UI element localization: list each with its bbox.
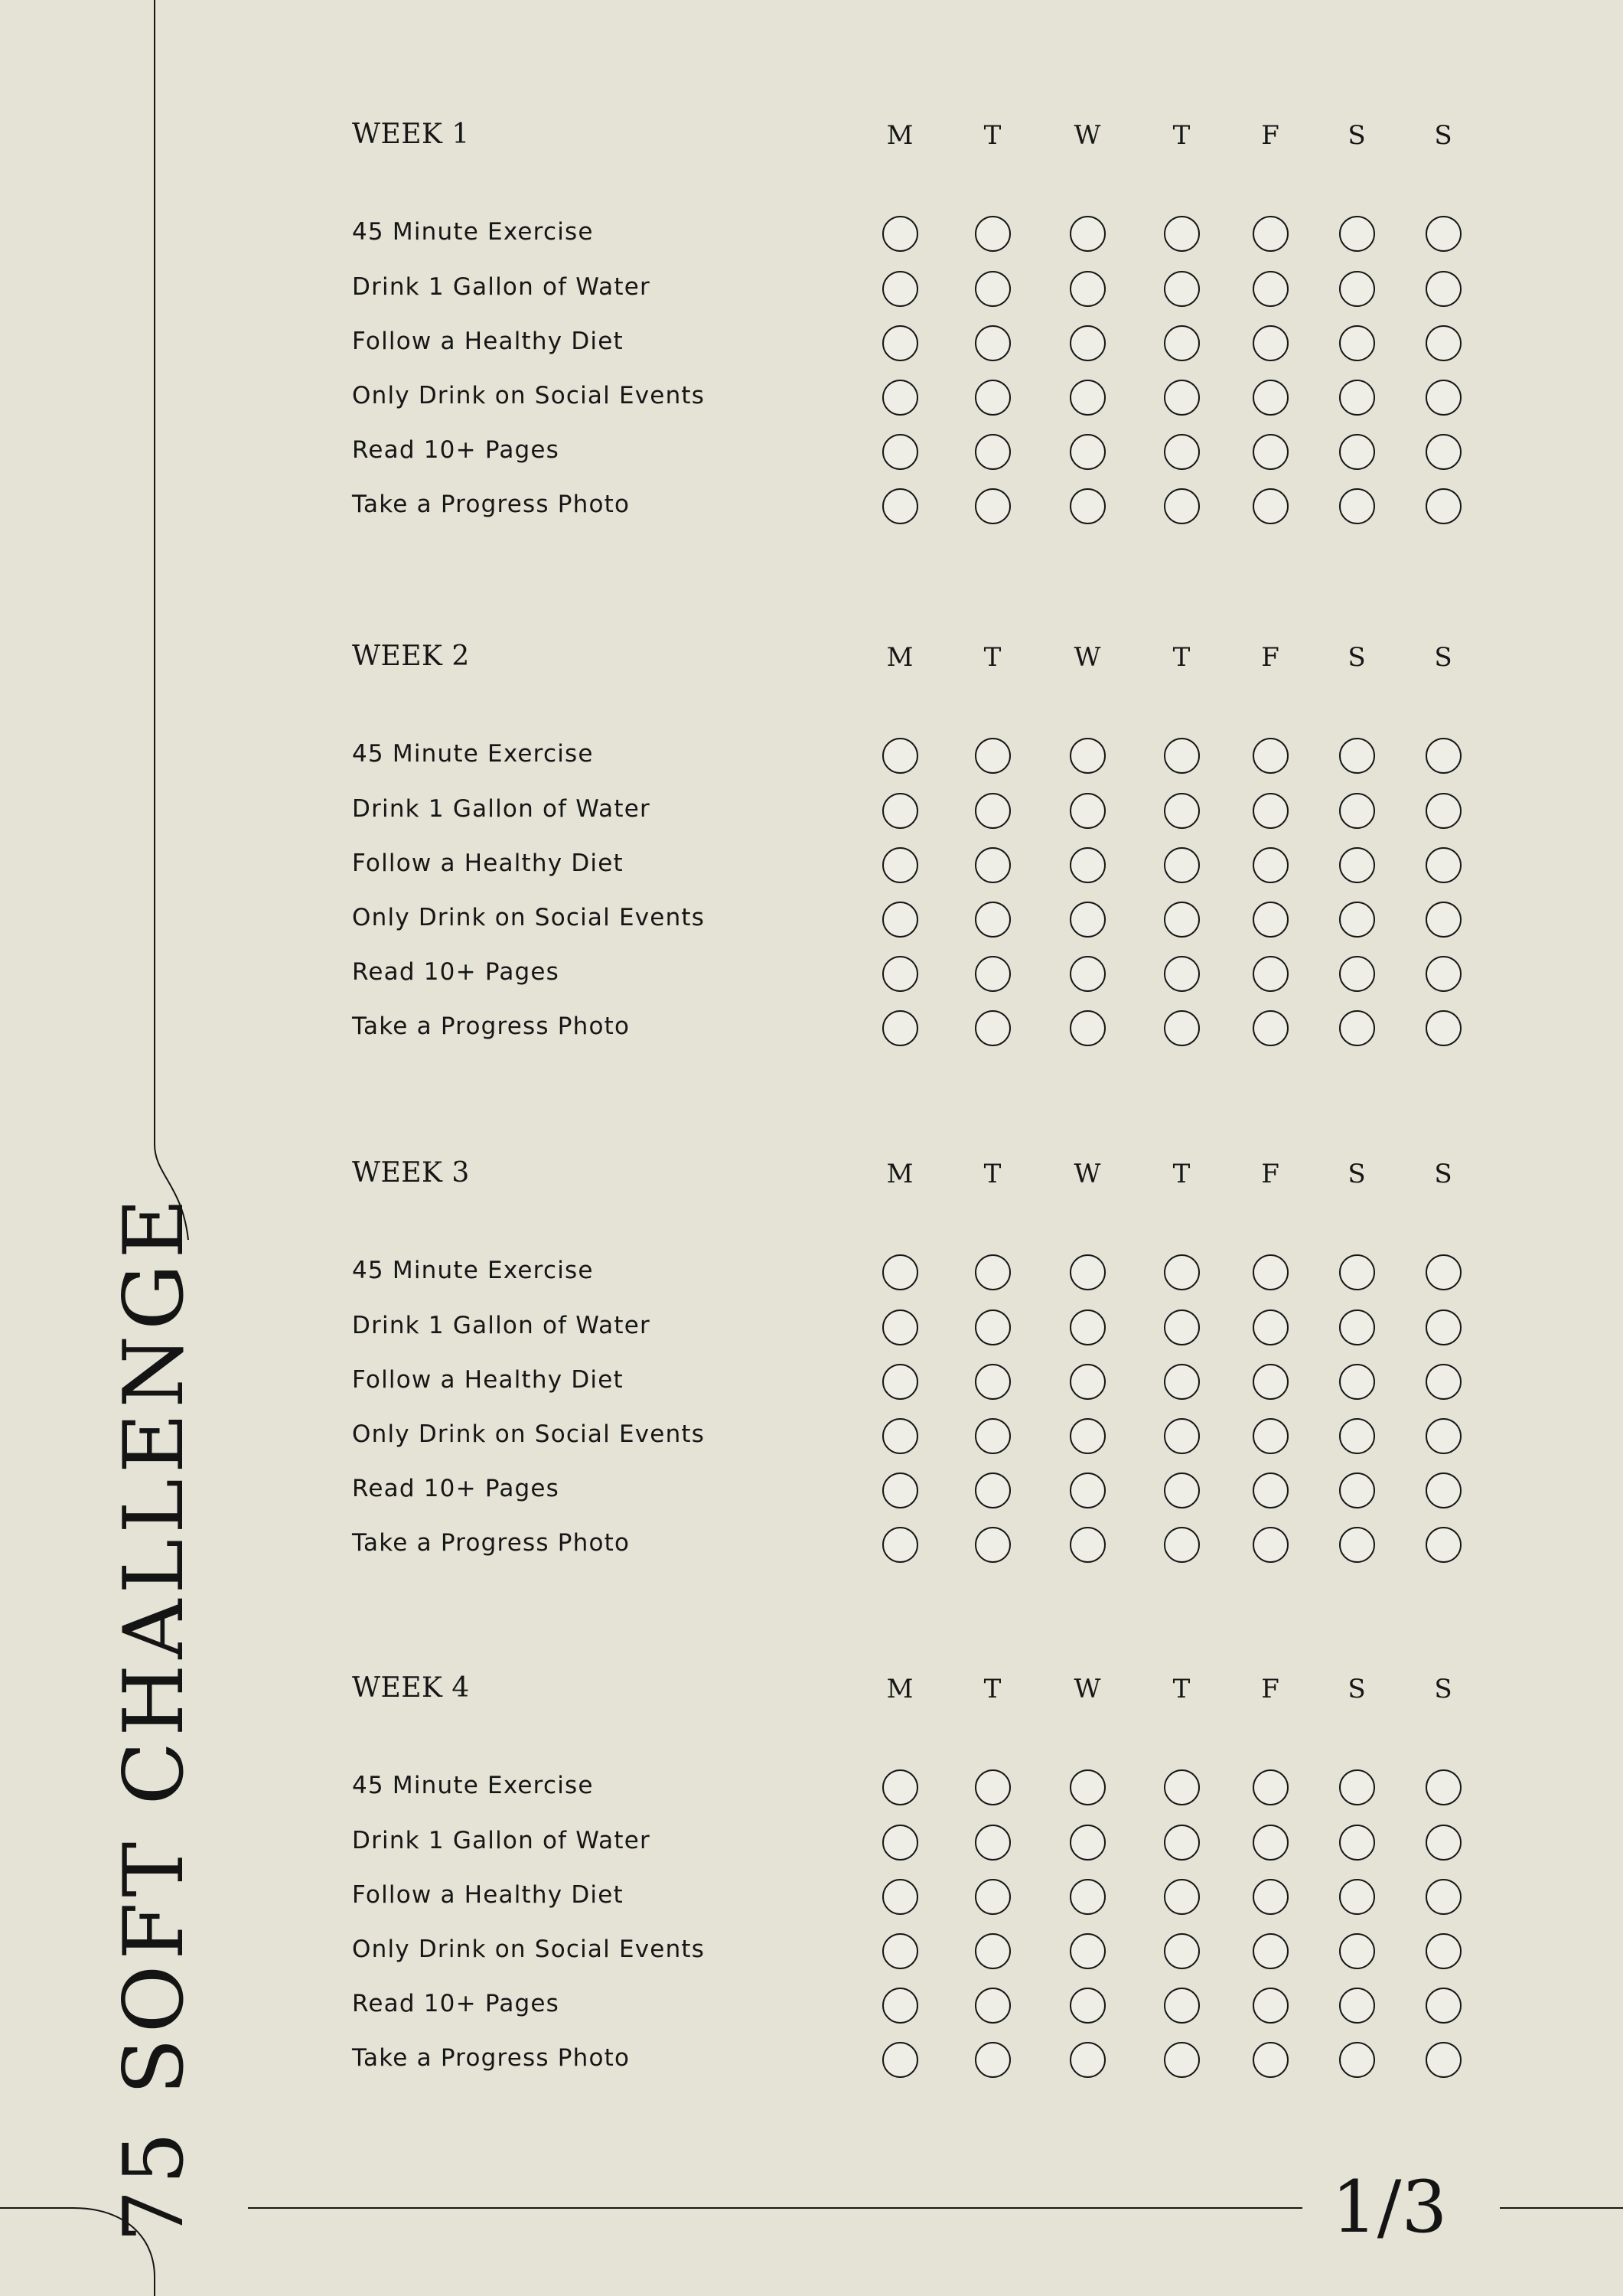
habit-checkbox-circle[interactable] bbox=[1426, 1933, 1462, 1969]
habit-checkbox-circle[interactable] bbox=[1339, 380, 1375, 416]
day-header-3: W bbox=[1074, 1159, 1101, 1189]
habit-checkbox-circle[interactable] bbox=[1164, 1418, 1200, 1454]
habit-checkbox-circle[interactable] bbox=[1339, 1010, 1375, 1046]
habit-checkbox-circle[interactable] bbox=[1339, 1988, 1375, 2024]
habit-checkbox-circle[interactable] bbox=[1426, 1418, 1462, 1454]
habit-checkbox-circle[interactable] bbox=[1426, 488, 1462, 524]
habit-label: 45 Minute Exercise bbox=[352, 1772, 594, 1799]
day-header-2: T bbox=[983, 120, 1002, 151]
habit-checkbox-circle[interactable] bbox=[975, 271, 1011, 307]
day-header-7: S bbox=[1434, 120, 1452, 151]
habit-checkbox-circle[interactable] bbox=[1070, 1254, 1106, 1290]
habit-checkbox-circle[interactable] bbox=[1426, 793, 1462, 829]
habit-checkbox-circle[interactable] bbox=[882, 488, 918, 524]
day-header-6: S bbox=[1348, 1159, 1366, 1189]
habit-checkbox-circle[interactable] bbox=[1426, 216, 1462, 252]
habit-label: Follow a Healthy Diet bbox=[352, 1881, 624, 1909]
habit-checkbox-circle[interactable] bbox=[882, 1364, 918, 1400]
day-header-3: W bbox=[1074, 120, 1101, 151]
habit-checkbox-circle[interactable] bbox=[975, 1309, 1011, 1345]
page-number: 1/3 bbox=[1331, 2166, 1448, 2249]
challenge-title: 75 SOFT CHALLENGE bbox=[106, 1192, 202, 2242]
habit-checkbox-circle[interactable] bbox=[1253, 325, 1289, 361]
habit-checkbox-circle[interactable] bbox=[1164, 1933, 1200, 1969]
habit-checkbox-circle[interactable] bbox=[975, 1933, 1011, 1969]
habit-checkbox-circle[interactable] bbox=[975, 380, 1011, 416]
habit-checkbox-circle[interactable] bbox=[1339, 1364, 1375, 1400]
habit-checkbox-circle[interactable] bbox=[882, 325, 918, 361]
habit-checkbox-circle[interactable] bbox=[1253, 216, 1289, 252]
habit-checkbox-circle[interactable] bbox=[1253, 1254, 1289, 1290]
habit-checkbox-circle[interactable] bbox=[1070, 1988, 1106, 2024]
habit-checkbox-circle[interactable] bbox=[1426, 1825, 1462, 1861]
habit-checkbox-circle[interactable] bbox=[1339, 1418, 1375, 1454]
day-header-1: M bbox=[886, 642, 914, 673]
habit-checkbox-circle[interactable] bbox=[1339, 1473, 1375, 1508]
habit-label: Follow a Healthy Diet bbox=[352, 328, 624, 355]
habit-checkbox-circle[interactable] bbox=[975, 1988, 1011, 2024]
habit-checkbox-circle[interactable] bbox=[1426, 2042, 1462, 2078]
habit-label: 45 Minute Exercise bbox=[352, 1257, 594, 1284]
habit-checkbox-circle[interactable] bbox=[1164, 1364, 1200, 1400]
day-header-6: S bbox=[1348, 1674, 1366, 1704]
habit-label: Follow a Healthy Diet bbox=[352, 1366, 624, 1394]
habit-checkbox-circle[interactable] bbox=[975, 216, 1011, 252]
habit-checkbox-circle[interactable] bbox=[882, 2042, 918, 2078]
habit-checkbox-circle[interactable] bbox=[1070, 1527, 1106, 1563]
habit-checkbox-circle[interactable] bbox=[975, 1527, 1011, 1563]
habit-checkbox-circle[interactable] bbox=[1426, 380, 1462, 416]
habit-checkbox-circle[interactable] bbox=[1164, 2042, 1200, 2078]
habit-checkbox-circle[interactable] bbox=[882, 1010, 918, 1046]
habit-checkbox-circle[interactable] bbox=[882, 1527, 918, 1563]
habit-checkbox-circle[interactable] bbox=[1070, 1309, 1106, 1345]
habit-checkbox-circle[interactable] bbox=[975, 956, 1011, 992]
habit-checkbox-circle[interactable] bbox=[882, 1254, 918, 1290]
habit-checkbox-circle[interactable] bbox=[1253, 434, 1289, 470]
habit-checkbox-circle[interactable] bbox=[1070, 793, 1106, 829]
habit-checkbox-circle[interactable] bbox=[1070, 1933, 1106, 1969]
habit-checkbox-circle[interactable] bbox=[1070, 1825, 1106, 1861]
habit-checkbox-circle[interactable] bbox=[882, 738, 918, 774]
habit-checkbox-circle[interactable] bbox=[1253, 738, 1289, 774]
habit-checkbox-circle[interactable] bbox=[1070, 380, 1106, 416]
habit-label: Only Drink on Social Events bbox=[352, 1420, 706, 1448]
habit-label: Read 10+ Pages bbox=[352, 1990, 560, 2017]
week-4-label: WEEK 4 bbox=[352, 1672, 470, 1704]
habit-checkbox-circle[interactable] bbox=[1253, 1769, 1289, 1805]
habit-checkbox-circle[interactable] bbox=[1339, 956, 1375, 992]
habit-checkbox-circle[interactable] bbox=[975, 488, 1011, 524]
habit-label: Take a Progress Photo bbox=[352, 1013, 631, 1040]
habit-checkbox-circle[interactable] bbox=[1164, 380, 1200, 416]
habit-checkbox-circle[interactable] bbox=[882, 1879, 918, 1915]
habit-checkbox-circle[interactable] bbox=[1164, 1010, 1200, 1046]
habit-checkbox-circle[interactable] bbox=[1164, 1769, 1200, 1805]
habit-checkbox-circle[interactable] bbox=[1253, 956, 1289, 992]
habit-checkbox-circle[interactable] bbox=[1339, 1309, 1375, 1345]
habit-checkbox-circle[interactable] bbox=[1164, 1309, 1200, 1345]
habit-label: Drink 1 Gallon of Water bbox=[352, 1827, 650, 1854]
habit-checkbox-circle[interactable] bbox=[1070, 271, 1106, 307]
habit-checkbox-circle[interactable] bbox=[1164, 488, 1200, 524]
habit-checkbox-circle[interactable] bbox=[1164, 793, 1200, 829]
habit-checkbox-circle[interactable] bbox=[882, 1769, 918, 1805]
habit-checkbox-circle[interactable] bbox=[882, 847, 918, 883]
habit-checkbox-circle[interactable] bbox=[1164, 325, 1200, 361]
habit-checkbox-circle[interactable] bbox=[975, 1879, 1011, 1915]
habit-checkbox-circle[interactable] bbox=[1164, 271, 1200, 307]
habit-checkbox-circle[interactable] bbox=[1164, 1825, 1200, 1861]
habit-label: Read 10+ Pages bbox=[352, 958, 560, 986]
week-3-label: WEEK 3 bbox=[352, 1157, 470, 1189]
day-header-4: T bbox=[1172, 1674, 1191, 1704]
habit-checkbox-circle[interactable] bbox=[1253, 1933, 1289, 1969]
habit-checkbox-circle[interactable] bbox=[1253, 1879, 1289, 1915]
habit-checkbox-circle[interactable] bbox=[1164, 1254, 1200, 1290]
habit-checkbox-circle[interactable] bbox=[882, 380, 918, 416]
habit-label: Read 10+ Pages bbox=[352, 436, 560, 464]
habit-checkbox-circle[interactable] bbox=[1339, 2042, 1375, 2078]
habit-checkbox-circle[interactable] bbox=[1253, 2042, 1289, 2078]
habit-checkbox-circle[interactable] bbox=[1426, 434, 1462, 470]
day-header-1: M bbox=[886, 120, 914, 151]
habit-label: Drink 1 Gallon of Water bbox=[352, 795, 650, 823]
habit-label: Only Drink on Social Events bbox=[352, 904, 706, 931]
habit-checkbox-circle[interactable] bbox=[1070, 434, 1106, 470]
habit-checkbox-circle[interactable] bbox=[1426, 1473, 1462, 1508]
habit-checkbox-circle[interactable] bbox=[1426, 1364, 1462, 1400]
habit-label: Read 10+ Pages bbox=[352, 1475, 560, 1502]
habit-checkbox-circle[interactable] bbox=[1426, 271, 1462, 307]
habit-checkbox-circle[interactable] bbox=[882, 434, 918, 470]
habit-checkbox-circle[interactable] bbox=[975, 2042, 1011, 2078]
habit-checkbox-circle[interactable] bbox=[975, 434, 1011, 470]
day-header-5: F bbox=[1261, 1159, 1279, 1189]
habit-checkbox-circle[interactable] bbox=[882, 1988, 918, 2024]
habit-checkbox-circle[interactable] bbox=[1339, 434, 1375, 470]
habit-checkbox-circle[interactable] bbox=[1253, 1473, 1289, 1508]
habit-checkbox-circle[interactable] bbox=[1070, 1879, 1106, 1915]
habit-checkbox-circle[interactable] bbox=[1339, 1933, 1375, 1969]
week-2-label: WEEK 2 bbox=[352, 641, 470, 672]
habit-checkbox-circle[interactable] bbox=[975, 1364, 1011, 1400]
habit-checkbox-circle[interactable] bbox=[882, 1933, 918, 1969]
habit-checkbox-circle[interactable] bbox=[1164, 1527, 1200, 1563]
habit-checkbox-circle[interactable] bbox=[1070, 1769, 1106, 1805]
habit-checkbox-circle[interactable] bbox=[1339, 271, 1375, 307]
habit-checkbox-circle[interactable] bbox=[882, 956, 918, 992]
habit-checkbox-circle[interactable] bbox=[975, 1010, 1011, 1046]
habit-checkbox-circle[interactable] bbox=[975, 902, 1011, 938]
day-header-2: T bbox=[983, 1674, 1002, 1704]
day-header-5: F bbox=[1261, 120, 1279, 151]
habit-checkbox-circle[interactable] bbox=[1426, 1988, 1462, 2024]
habit-label: Only Drink on Social Events bbox=[352, 1936, 706, 1963]
habit-checkbox-circle[interactable] bbox=[1070, 2042, 1106, 2078]
habit-checkbox-circle[interactable] bbox=[882, 793, 918, 829]
habit-label: 45 Minute Exercise bbox=[352, 218, 594, 246]
habit-checkbox-circle[interactable] bbox=[882, 1309, 918, 1345]
habit-checkbox-circle[interactable] bbox=[1253, 271, 1289, 307]
habit-checkbox-circle[interactable] bbox=[1339, 1769, 1375, 1805]
habit-checkbox-circle[interactable] bbox=[1070, 1364, 1106, 1400]
habit-checkbox-circle[interactable] bbox=[975, 1254, 1011, 1290]
habit-checkbox-circle[interactable] bbox=[1253, 1309, 1289, 1345]
habit-checkbox-circle[interactable] bbox=[1426, 1254, 1462, 1290]
habit-checkbox-circle[interactable] bbox=[1164, 847, 1200, 883]
habit-checkbox-circle[interactable] bbox=[1426, 1879, 1462, 1915]
habit-checkbox-circle[interactable] bbox=[1426, 738, 1462, 774]
habit-checkbox-circle[interactable] bbox=[1253, 488, 1289, 524]
habit-checkbox-circle[interactable] bbox=[1339, 1825, 1375, 1861]
day-header-2: T bbox=[983, 642, 1002, 673]
habit-checkbox-circle[interactable] bbox=[1426, 847, 1462, 883]
habit-checkbox-circle[interactable] bbox=[1164, 738, 1200, 774]
habit-checkbox-circle[interactable] bbox=[1253, 847, 1289, 883]
habit-label: 45 Minute Exercise bbox=[352, 740, 594, 768]
habit-checkbox-circle[interactable] bbox=[975, 1769, 1011, 1805]
habit-checkbox-circle[interactable] bbox=[1070, 738, 1106, 774]
day-header-1: M bbox=[886, 1159, 914, 1189]
habit-checkbox-circle[interactable] bbox=[975, 793, 1011, 829]
day-header-7: S bbox=[1434, 1674, 1452, 1704]
habit-checkbox-circle[interactable] bbox=[1339, 793, 1375, 829]
day-header-7: S bbox=[1434, 1159, 1452, 1189]
day-header-3: W bbox=[1074, 642, 1101, 673]
habit-checkbox-circle[interactable] bbox=[1339, 1527, 1375, 1563]
habit-checkbox-circle[interactable] bbox=[1339, 1879, 1375, 1915]
habit-checkbox-circle[interactable] bbox=[1339, 488, 1375, 524]
habit-checkbox-circle[interactable] bbox=[1426, 902, 1462, 938]
habit-checkbox-circle[interactable] bbox=[882, 1473, 918, 1508]
habit-checkbox-circle[interactable] bbox=[975, 1418, 1011, 1454]
day-header-4: T bbox=[1172, 642, 1191, 673]
habit-checkbox-circle[interactable] bbox=[1253, 1527, 1289, 1563]
habit-checkbox-circle[interactable] bbox=[882, 216, 918, 252]
habit-checkbox-circle[interactable] bbox=[975, 325, 1011, 361]
habit-checkbox-circle[interactable] bbox=[1164, 216, 1200, 252]
habit-label: Take a Progress Photo bbox=[352, 1529, 631, 1557]
habit-label: Take a Progress Photo bbox=[352, 2044, 631, 2072]
habit-checkbox-circle[interactable] bbox=[1164, 1988, 1200, 2024]
habit-checkbox-circle[interactable] bbox=[1070, 1010, 1106, 1046]
habit-checkbox-circle[interactable] bbox=[1070, 1418, 1106, 1454]
habit-checkbox-circle[interactable] bbox=[1426, 325, 1462, 361]
habit-checkbox-circle[interactable] bbox=[1164, 956, 1200, 992]
habit-checkbox-circle[interactable] bbox=[1426, 956, 1462, 992]
habit-label: Follow a Healthy Diet bbox=[352, 850, 624, 877]
habit-checkbox-circle[interactable] bbox=[1070, 488, 1106, 524]
habit-checkbox-circle[interactable] bbox=[1253, 1364, 1289, 1400]
habit-checkbox-circle[interactable] bbox=[1339, 325, 1375, 361]
habit-label: Drink 1 Gallon of Water bbox=[352, 1312, 650, 1339]
day-header-4: T bbox=[1172, 1159, 1191, 1189]
day-header-5: F bbox=[1261, 642, 1279, 673]
habit-checkbox-circle[interactable] bbox=[1253, 1418, 1289, 1454]
habit-checkbox-circle[interactable] bbox=[1164, 1879, 1200, 1915]
habit-checkbox-circle[interactable] bbox=[1070, 216, 1106, 252]
habit-checkbox-circle[interactable] bbox=[1253, 902, 1289, 938]
habit-checkbox-circle[interactable] bbox=[1164, 434, 1200, 470]
habit-checkbox-circle[interactable] bbox=[1070, 1473, 1106, 1508]
day-header-1: M bbox=[886, 1674, 914, 1704]
habit-label: Drink 1 Gallon of Water bbox=[352, 273, 650, 301]
week-1-label: WEEK 1 bbox=[352, 119, 470, 150]
habit-checkbox-circle[interactable] bbox=[1339, 847, 1375, 883]
day-header-2: T bbox=[983, 1159, 1002, 1189]
habit-checkbox-circle[interactable] bbox=[1426, 1309, 1462, 1345]
habit-checkbox-circle[interactable] bbox=[1426, 1769, 1462, 1805]
habit-checkbox-circle[interactable] bbox=[1253, 1825, 1289, 1861]
day-header-4: T bbox=[1172, 120, 1191, 151]
habit-checkbox-circle[interactable] bbox=[1426, 1527, 1462, 1563]
day-header-7: S bbox=[1434, 642, 1452, 673]
habit-checkbox-circle[interactable] bbox=[1070, 956, 1106, 992]
habit-checkbox-circle[interactable] bbox=[1164, 1473, 1200, 1508]
day-header-5: F bbox=[1261, 1674, 1279, 1704]
habit-checkbox-circle[interactable] bbox=[1253, 380, 1289, 416]
habit-checkbox-circle[interactable] bbox=[975, 738, 1011, 774]
habit-checkbox-circle[interactable] bbox=[1164, 902, 1200, 938]
habit-checkbox-circle[interactable] bbox=[1253, 1010, 1289, 1046]
habit-checkbox-circle[interactable] bbox=[882, 902, 918, 938]
habit-checkbox-circle[interactable] bbox=[975, 847, 1011, 883]
habit-checkbox-circle[interactable] bbox=[1070, 325, 1106, 361]
habit-checkbox-circle[interactable] bbox=[1339, 738, 1375, 774]
habit-checkbox-circle[interactable] bbox=[1070, 847, 1106, 883]
habit-checkbox-circle[interactable] bbox=[1426, 1010, 1462, 1046]
habit-checkbox-circle[interactable] bbox=[1253, 1988, 1289, 2024]
habit-checkbox-circle[interactable] bbox=[882, 271, 918, 307]
habit-checkbox-circle[interactable] bbox=[1253, 793, 1289, 829]
day-header-6: S bbox=[1348, 642, 1366, 673]
day-header-3: W bbox=[1074, 1674, 1101, 1704]
habit-label: Take a Progress Photo bbox=[352, 491, 631, 518]
habit-checkbox-circle[interactable] bbox=[1339, 902, 1375, 938]
habit-checkbox-circle[interactable] bbox=[882, 1418, 918, 1454]
habit-checkbox-circle[interactable] bbox=[1339, 1254, 1375, 1290]
habit-checkbox-circle[interactable] bbox=[1339, 216, 1375, 252]
left-curve-line-top bbox=[155, 0, 188, 1240]
habit-checkbox-circle[interactable] bbox=[1070, 902, 1106, 938]
habit-checkbox-circle[interactable] bbox=[882, 1825, 918, 1861]
habit-checkbox-circle[interactable] bbox=[975, 1473, 1011, 1508]
habit-checkbox-circle[interactable] bbox=[975, 1825, 1011, 1861]
habit-label: Only Drink on Social Events bbox=[352, 382, 706, 409]
day-header-6: S bbox=[1348, 120, 1366, 151]
